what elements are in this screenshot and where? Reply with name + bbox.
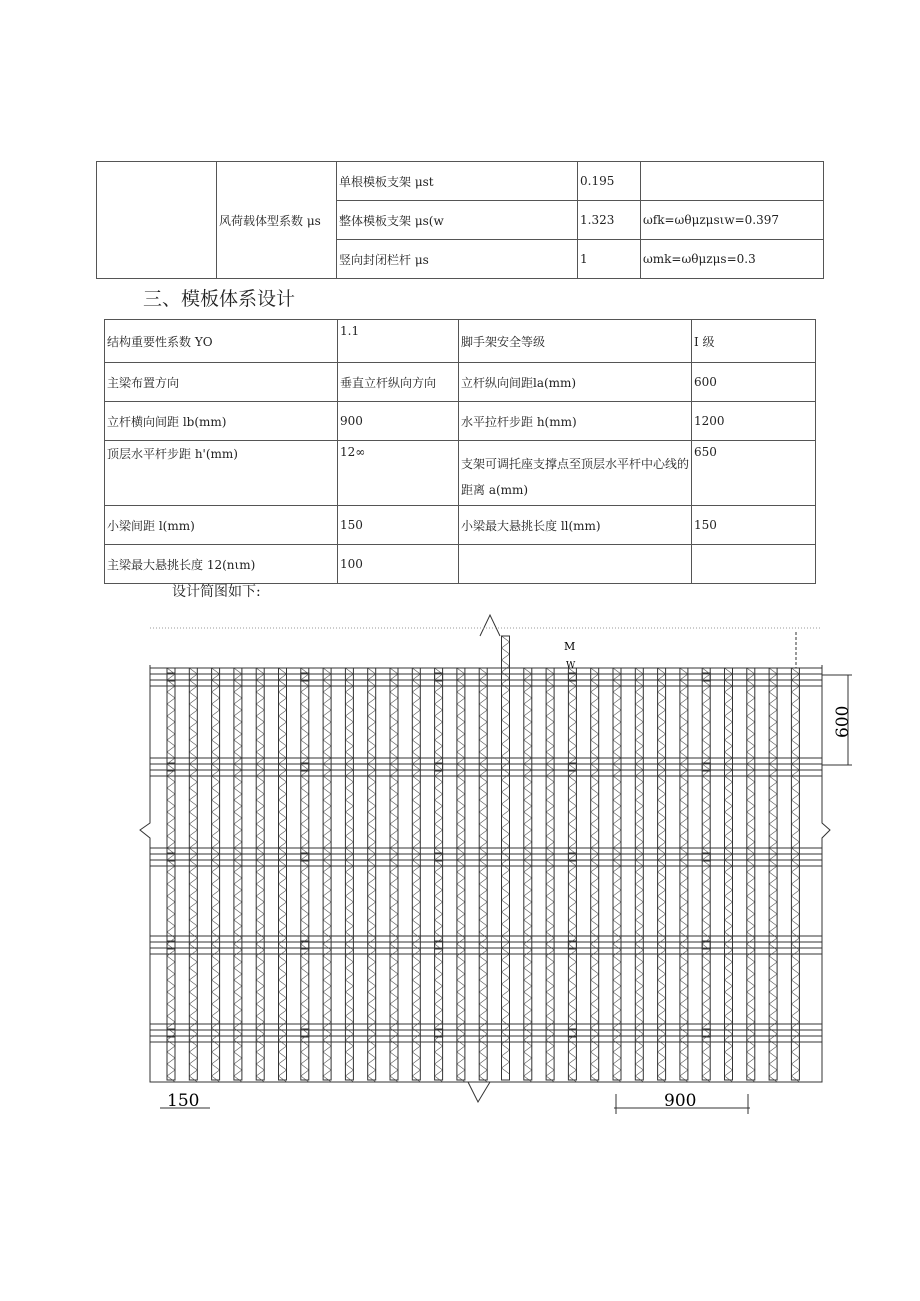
param-label: 顶层水平杆步距 h'(mm) (105, 441, 338, 506)
section-title: 三、模板体系设计 (143, 288, 296, 310)
small-beam (234, 668, 242, 1080)
param-value: 150 (338, 506, 459, 545)
param-label: 主梁布置方向 (105, 363, 338, 402)
param-label: 小梁间距 l(mm) (105, 506, 338, 545)
param-value: 垂直立杆纵向方向 (338, 363, 459, 402)
small-beam (769, 668, 777, 1080)
row-value: 0.195 (578, 162, 641, 201)
small-beam (791, 668, 799, 1080)
param-value: 100 (338, 545, 459, 584)
row-value: 1 (578, 240, 641, 279)
small-beam-zigzag (702, 668, 710, 1082)
small-beam-zigzag (680, 668, 688, 1082)
diagram-caption: 设计简图如下: (172, 584, 261, 600)
small-beam (524, 668, 532, 1080)
small-beam (702, 668, 710, 1080)
small-beam (546, 668, 554, 1080)
small-beam (613, 668, 621, 1080)
row-name: 竖向封闭栏杆 μs (337, 240, 578, 279)
param-label: 主梁最大悬挑长度 12(nιm) (105, 545, 338, 584)
small-beam (189, 668, 197, 1080)
small-beam-zigzag (345, 668, 353, 1082)
small-beam (568, 668, 576, 1080)
small-beam-zigzag (279, 668, 287, 1082)
small-beam (279, 668, 287, 1080)
param-value: 600 (692, 363, 816, 402)
small-beam-zigzag (524, 668, 532, 1082)
break-mark-bottom (468, 1082, 490, 1102)
small-beam (301, 668, 309, 1080)
small-beam-zigzag (301, 668, 309, 1082)
param-value: 1200 (692, 402, 816, 441)
small-beam-zigzag (546, 668, 554, 1082)
small-beam (323, 668, 331, 1080)
param-label: 小梁最大悬挑长度 ll(mm) (459, 506, 692, 545)
group-label: 风荷载体型系数 μs (217, 162, 337, 279)
small-beam-zigzag (368, 668, 376, 1082)
small-beam-zigzag (479, 668, 487, 1082)
small-beam (725, 668, 733, 1080)
param-label: 结构重要性系数 YO (105, 320, 338, 363)
label-m: M (564, 640, 576, 653)
small-beam-zigzag (747, 668, 755, 1082)
small-beam-zigzag (635, 668, 643, 1082)
small-beam-zigzag (613, 668, 621, 1082)
dim-label-600: 600 (833, 705, 853, 738)
small-beam-zigzag (412, 668, 420, 1082)
small-beam-zigzag (658, 668, 666, 1082)
param-value: 1.1 (338, 320, 459, 363)
param-value: 900 (338, 402, 459, 441)
small-beam (635, 668, 643, 1080)
dim-label-150: 150 (167, 1091, 200, 1111)
small-beam-zigzag (390, 668, 398, 1082)
small-beam-zigzag (502, 636, 510, 1074)
param-value: 650 (692, 441, 816, 506)
small-beam (591, 668, 599, 1080)
param-label: 水平拉杆步距 h(mm) (459, 402, 692, 441)
param-value: I 级 (692, 320, 816, 363)
small-beam-zigzag (234, 668, 242, 1082)
small-beam (345, 668, 353, 1080)
small-beam (167, 668, 175, 1080)
small-beam (368, 668, 376, 1080)
row-name: 单根模板支架 μst (337, 162, 578, 201)
dim-label-900: 900 (664, 1091, 697, 1111)
param-value: 12∞ (338, 441, 459, 506)
row-name: 整体模板支架 μs(w (337, 201, 578, 240)
small-beam (479, 668, 487, 1080)
small-beam-zigzag (167, 668, 175, 1082)
small-beam-zigzag (435, 668, 443, 1082)
small-beam-zigzag (212, 668, 220, 1082)
param-label: 支架可调托座支撑点至顶层水平杆中心线的距离 a(mm) (459, 441, 692, 506)
small-beam (256, 668, 264, 1080)
small-beam (412, 668, 420, 1080)
small-beam (435, 668, 443, 1080)
small-beam (658, 668, 666, 1080)
small-beam-zigzag (568, 668, 576, 1082)
small-beam (212, 668, 220, 1080)
small-beam (747, 668, 755, 1080)
small-beam-zigzag (256, 668, 264, 1082)
row-value: 1.323 (578, 201, 641, 240)
break-mark-top (480, 615, 500, 636)
small-beam-zigzag (769, 668, 777, 1082)
row-formula: ωmk=ωθμzμs=0.3 (641, 240, 824, 279)
small-beam-zigzag (189, 668, 197, 1082)
small-beam-zigzag (323, 668, 331, 1082)
small-beam (457, 668, 465, 1080)
param-label: 立杆横向间距 lb(mm) (105, 402, 338, 441)
param-label: 脚手架安全等级 (459, 320, 692, 363)
label-w: W (566, 661, 576, 671)
small-beam (390, 668, 398, 1080)
small-beam-zigzag (591, 668, 599, 1082)
small-beam-zigzag (725, 668, 733, 1082)
param-value: 150 (692, 506, 816, 545)
small-beam-zigzag (457, 668, 465, 1082)
small-beam (680, 668, 688, 1080)
small-beam-zigzag (791, 668, 799, 1082)
param-label: 立杆纵向间距la(mm) (459, 363, 692, 402)
row-formula: ωfk=ωθμzμsιw=0.397 (641, 201, 824, 240)
